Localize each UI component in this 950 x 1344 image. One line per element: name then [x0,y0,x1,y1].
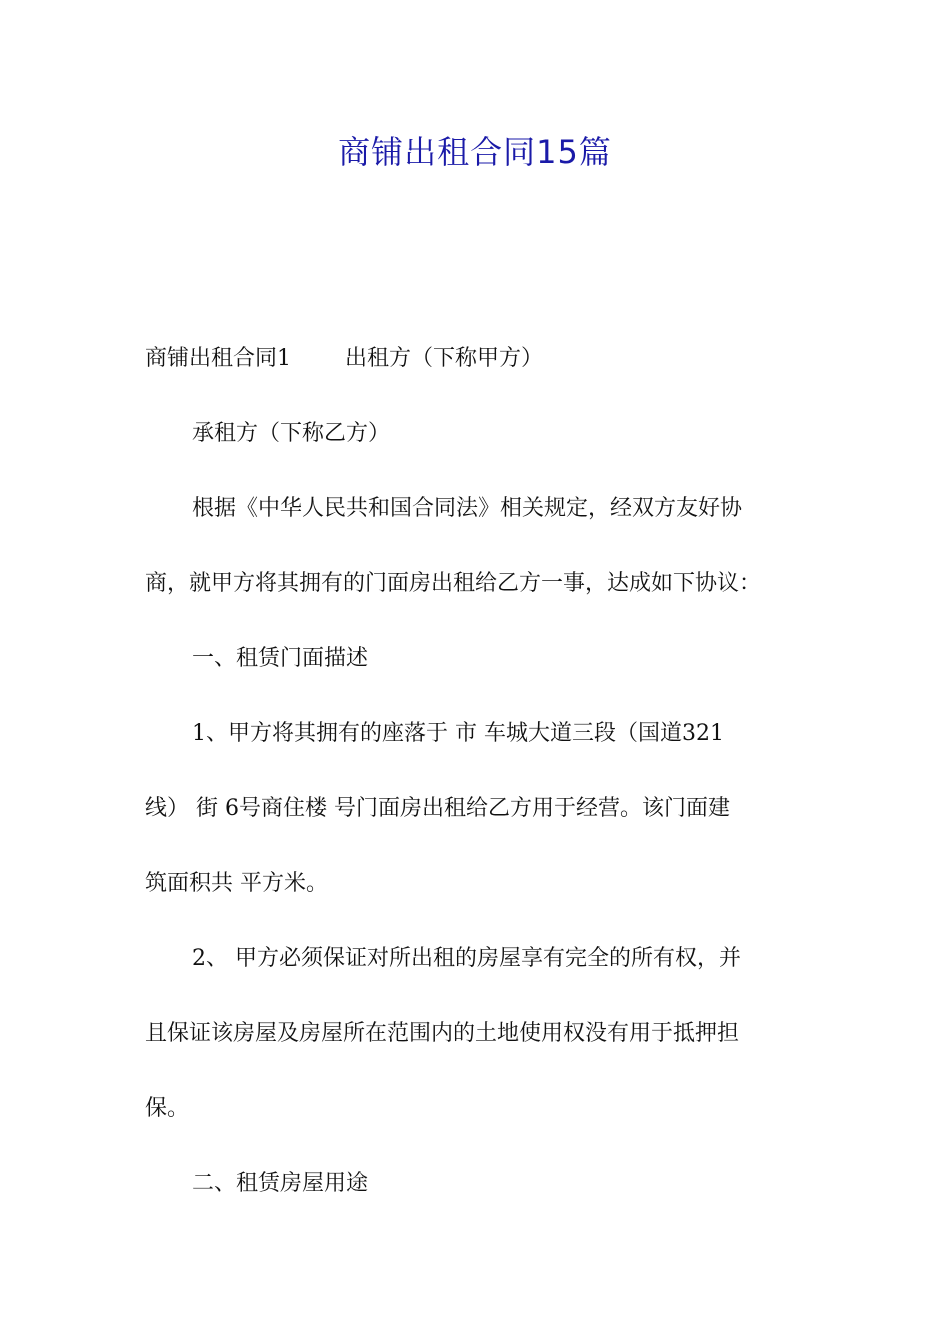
lessee-label: 承租方（下称乙方） [192,421,391,446]
preamble-line-2: 商，就甲方将其拥有的门面房出租给乙方一事，达成如下协议： [145,571,762,596]
contract-heading-line [145,343,815,375]
clause2-line-1: 2、 甲方必须保证对所出租的房屋享有完全的所有权，并 [192,946,741,971]
lessor-label: 出租方（下称甲方） [345,346,544,371]
clause1-line-1: 1、甲方将其拥有的座落于 市 车城大道三段（国道321 [192,721,724,746]
section2-title: 二、租赁房屋用途 [192,1171,369,1196]
clause2-line-3: 保。 [145,1096,190,1121]
clause2-line-2: 且保证该房屋及房屋所在范围内的土地使用权没有用于抵押担 [145,1021,740,1046]
clause1-line-2: 线） 街 6号商住楼 号门面房出租给乙方用于经营。该门面建 [145,796,730,821]
document-title: 商铺出租合同15篇 [338,133,612,171]
clause1-line-3: 筑面积共 平方米。 [145,871,328,896]
contract-heading: 商铺出租合同1 [145,346,291,371]
preamble-line-1: 根据《中华人民共和国合同法》相关规定，经双方友好协 [192,496,743,521]
section1-title: 一、租赁门面描述 [192,646,369,671]
